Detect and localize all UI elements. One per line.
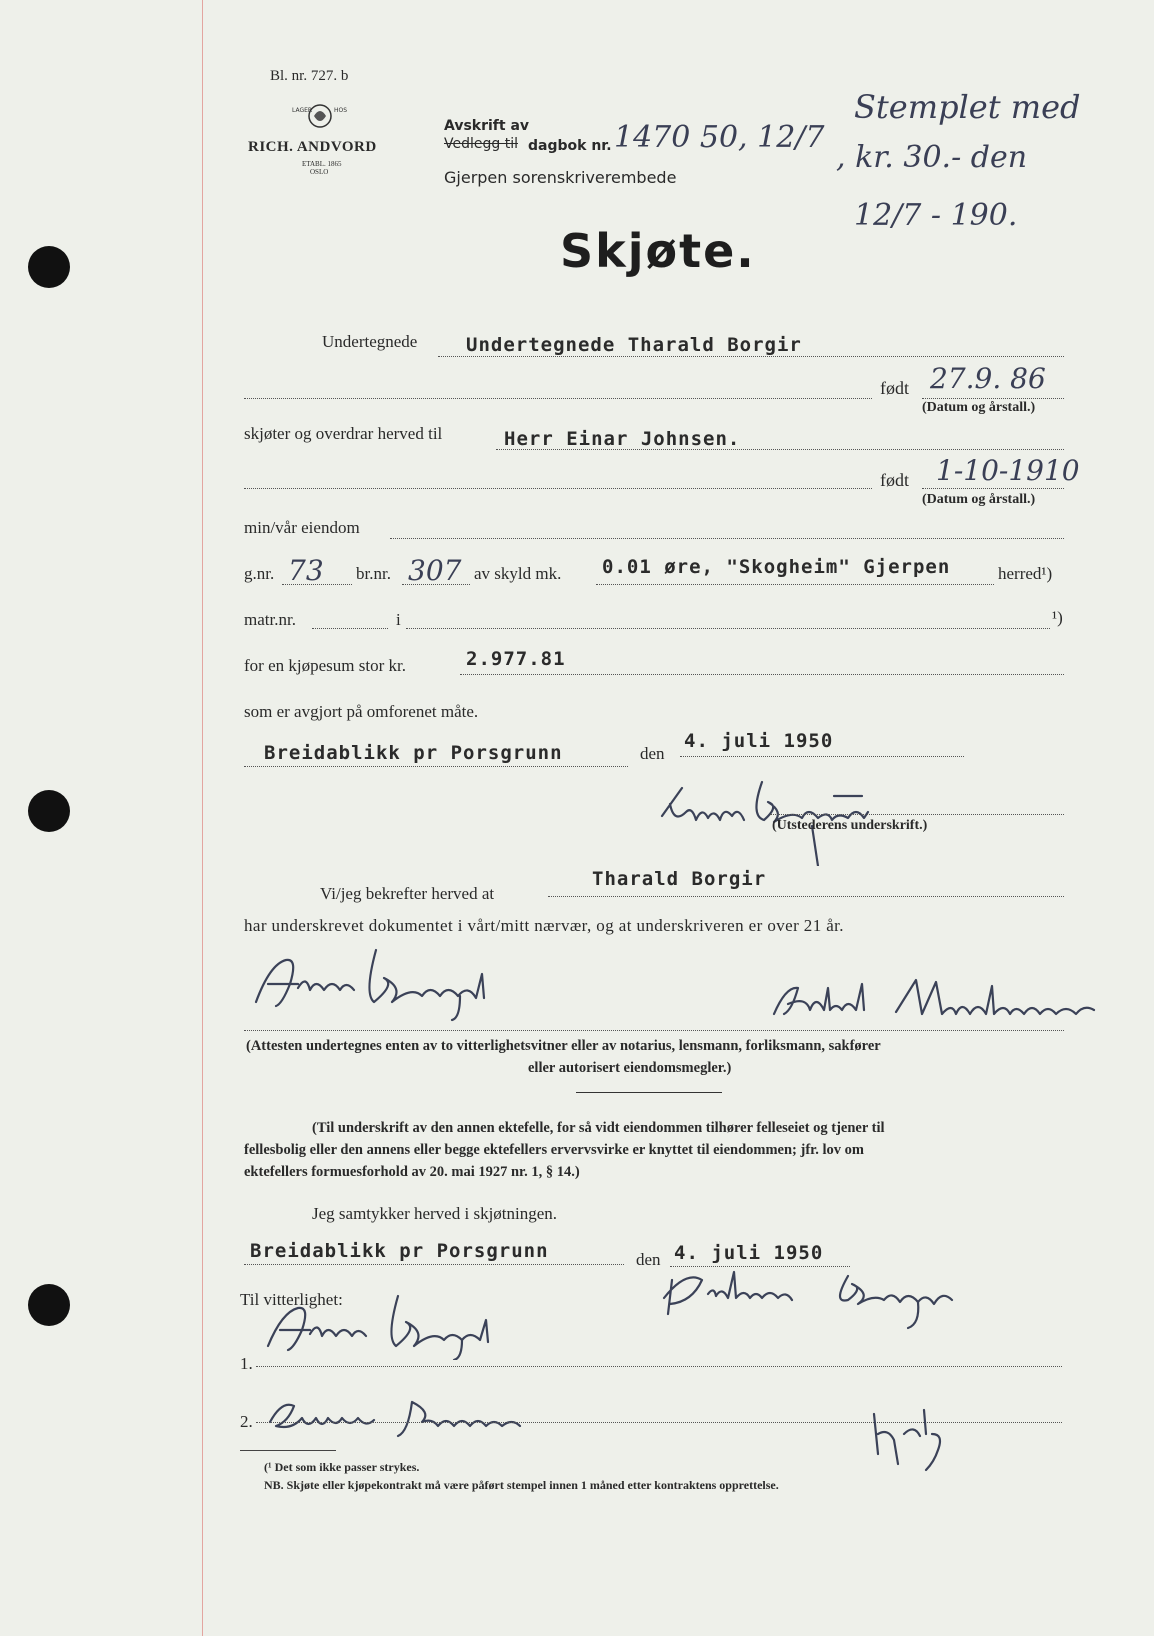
footnote-rule bbox=[240, 1450, 336, 1451]
spouse-para-3: ektefellers formuesforhold av 20. mai 1927 nr. 1, § 14.) bbox=[244, 1164, 580, 1180]
seller-born-hint: (Datum og årstall.) bbox=[922, 400, 1036, 415]
skyld-value: 0.01 øre, "Skogheim" Gjerpen bbox=[602, 556, 951, 578]
buyer-born-hint: (Datum og årstall.) bbox=[922, 492, 1036, 507]
witness-signature-arne bbox=[246, 944, 536, 1024]
publisher-sub2: OSLO bbox=[310, 168, 329, 176]
spouse-para-2: fellesbolig eller den annens eller begge ektefellers ervervsvirke er knyttet til eiendommen; jfr. lov om bbox=[244, 1142, 865, 1158]
i-label: i bbox=[396, 610, 401, 629]
spouse-signature bbox=[652, 1264, 992, 1334]
publisher-name: RICH. ANDVORD bbox=[248, 139, 377, 155]
place-1: Breidablikk pr Porsgrunn bbox=[264, 742, 563, 764]
attest-name: Tharald Borgir bbox=[592, 868, 767, 890]
attest-label: Vi/jeg bekrefter herved at bbox=[320, 884, 495, 903]
stamp-avskrift: Avskrift av bbox=[444, 118, 530, 134]
publisher-emblem-icon bbox=[290, 98, 350, 134]
buyer-label: skjøter og overdrar herved til bbox=[244, 424, 443, 443]
matr-label: matr.nr. bbox=[244, 610, 296, 629]
initials-mark bbox=[864, 1404, 954, 1474]
witness-signature-astrid bbox=[766, 974, 1106, 1034]
property-owner-label: min/vår eiendom bbox=[244, 518, 360, 537]
witness-2-signature bbox=[262, 1392, 562, 1442]
publisher-sub1: ETABL. 1865 bbox=[302, 160, 342, 168]
form-number: Bl. nr. 727. b bbox=[270, 68, 349, 84]
price-label: for en kjøpesum stor kr. bbox=[244, 656, 406, 675]
attest-text: har underskrevet dokumentet i vårt/mitt nærvær, og at underskriveren er over 21 år. bbox=[244, 916, 844, 935]
issuer-signature-label: (Utstederens underskrift.) bbox=[772, 818, 928, 833]
bnr-value: 307 bbox=[408, 554, 462, 587]
herred-label: herred¹) bbox=[998, 564, 1053, 583]
punch-hole bbox=[28, 246, 70, 288]
place-2: Breidablikk pr Porsgrunn bbox=[250, 1240, 549, 1262]
buyer-born-date: 1-10-1910 bbox=[936, 454, 1080, 487]
dagbok-number: 1470 50, 12/7 bbox=[614, 120, 825, 155]
seller-born-label: født bbox=[880, 378, 909, 398]
divider bbox=[576, 1092, 722, 1093]
witness-2-number: 2. bbox=[240, 1412, 253, 1431]
attest-note-1: (Attesten undertegnes enten av to vitterlighetsvitner eller av notarius, lensmann, forliksmann, sakfører bbox=[246, 1038, 881, 1054]
den-1: den bbox=[640, 744, 665, 763]
footnote-2: NB. Skjøte eller kjøpekontrakt må være påført stempel innen 1 måned etter kontraktens opprettelse. bbox=[264, 1478, 779, 1492]
stamp-vedlegg: Vedlegg til bbox=[444, 136, 518, 152]
stamp-dagbok: dagbok nr. bbox=[528, 138, 612, 154]
publisher-logo bbox=[290, 98, 350, 139]
agreed-text: som er avgjort på omforenet måte. bbox=[244, 702, 479, 721]
margin-line bbox=[202, 0, 203, 1636]
seller-born-date: 27.9. 86 bbox=[930, 362, 1046, 395]
gnr-label: g.nr. bbox=[244, 564, 275, 583]
den-2: den bbox=[636, 1250, 661, 1269]
svg-text:HOS: HOS bbox=[334, 107, 348, 114]
footnote-1: (¹ Det som ikke passer strykes. bbox=[264, 1460, 420, 1474]
bnr-label: br.nr. bbox=[356, 564, 391, 583]
skyld-label: av skyld mk. bbox=[474, 564, 562, 583]
witness-1-number: 1. bbox=[240, 1354, 253, 1373]
buyer-name: Herr Einar Johnsen. bbox=[504, 428, 741, 450]
witness-1-signature bbox=[258, 1290, 538, 1360]
footmark: ¹) bbox=[1052, 608, 1063, 627]
spouse-para-1: (Til underskrift av den annen ektefelle, for så vidt eiendommen tilhører felleseiet og tjener til bbox=[312, 1120, 885, 1136]
date-1: 4. juli 1950 bbox=[684, 730, 834, 752]
date-2: 4. juli 1950 bbox=[674, 1242, 824, 1264]
stamp-note-2: , kr. 30.- den bbox=[836, 140, 1028, 175]
svg-text:LAGER: LAGER bbox=[292, 107, 313, 114]
buyer-born-label: født bbox=[880, 470, 909, 490]
seller-name: Undertegnede Tharald Borgir bbox=[466, 334, 802, 356]
stamp-office: Gjerpen sorenskriverembede bbox=[444, 168, 677, 187]
document-title: Skjøte. bbox=[560, 224, 756, 278]
gnr-value: 73 bbox=[288, 554, 324, 587]
spouse-consent: Jeg samtykker herved i skjøtningen. bbox=[312, 1204, 558, 1223]
seller-label: Undertegnede bbox=[322, 332, 418, 351]
witness-label: Til vitterlighet: bbox=[240, 1290, 343, 1309]
punch-hole bbox=[28, 790, 70, 832]
attest-note-2: eller autorisert eiendomsmegler.) bbox=[528, 1060, 732, 1076]
stamp-note-3: 12/7 - 190. bbox=[854, 198, 1018, 233]
punch-hole bbox=[28, 1284, 70, 1326]
stamp-note-1: Stemplet med bbox=[854, 88, 1081, 126]
price-value: 2.977.81 bbox=[466, 648, 566, 670]
